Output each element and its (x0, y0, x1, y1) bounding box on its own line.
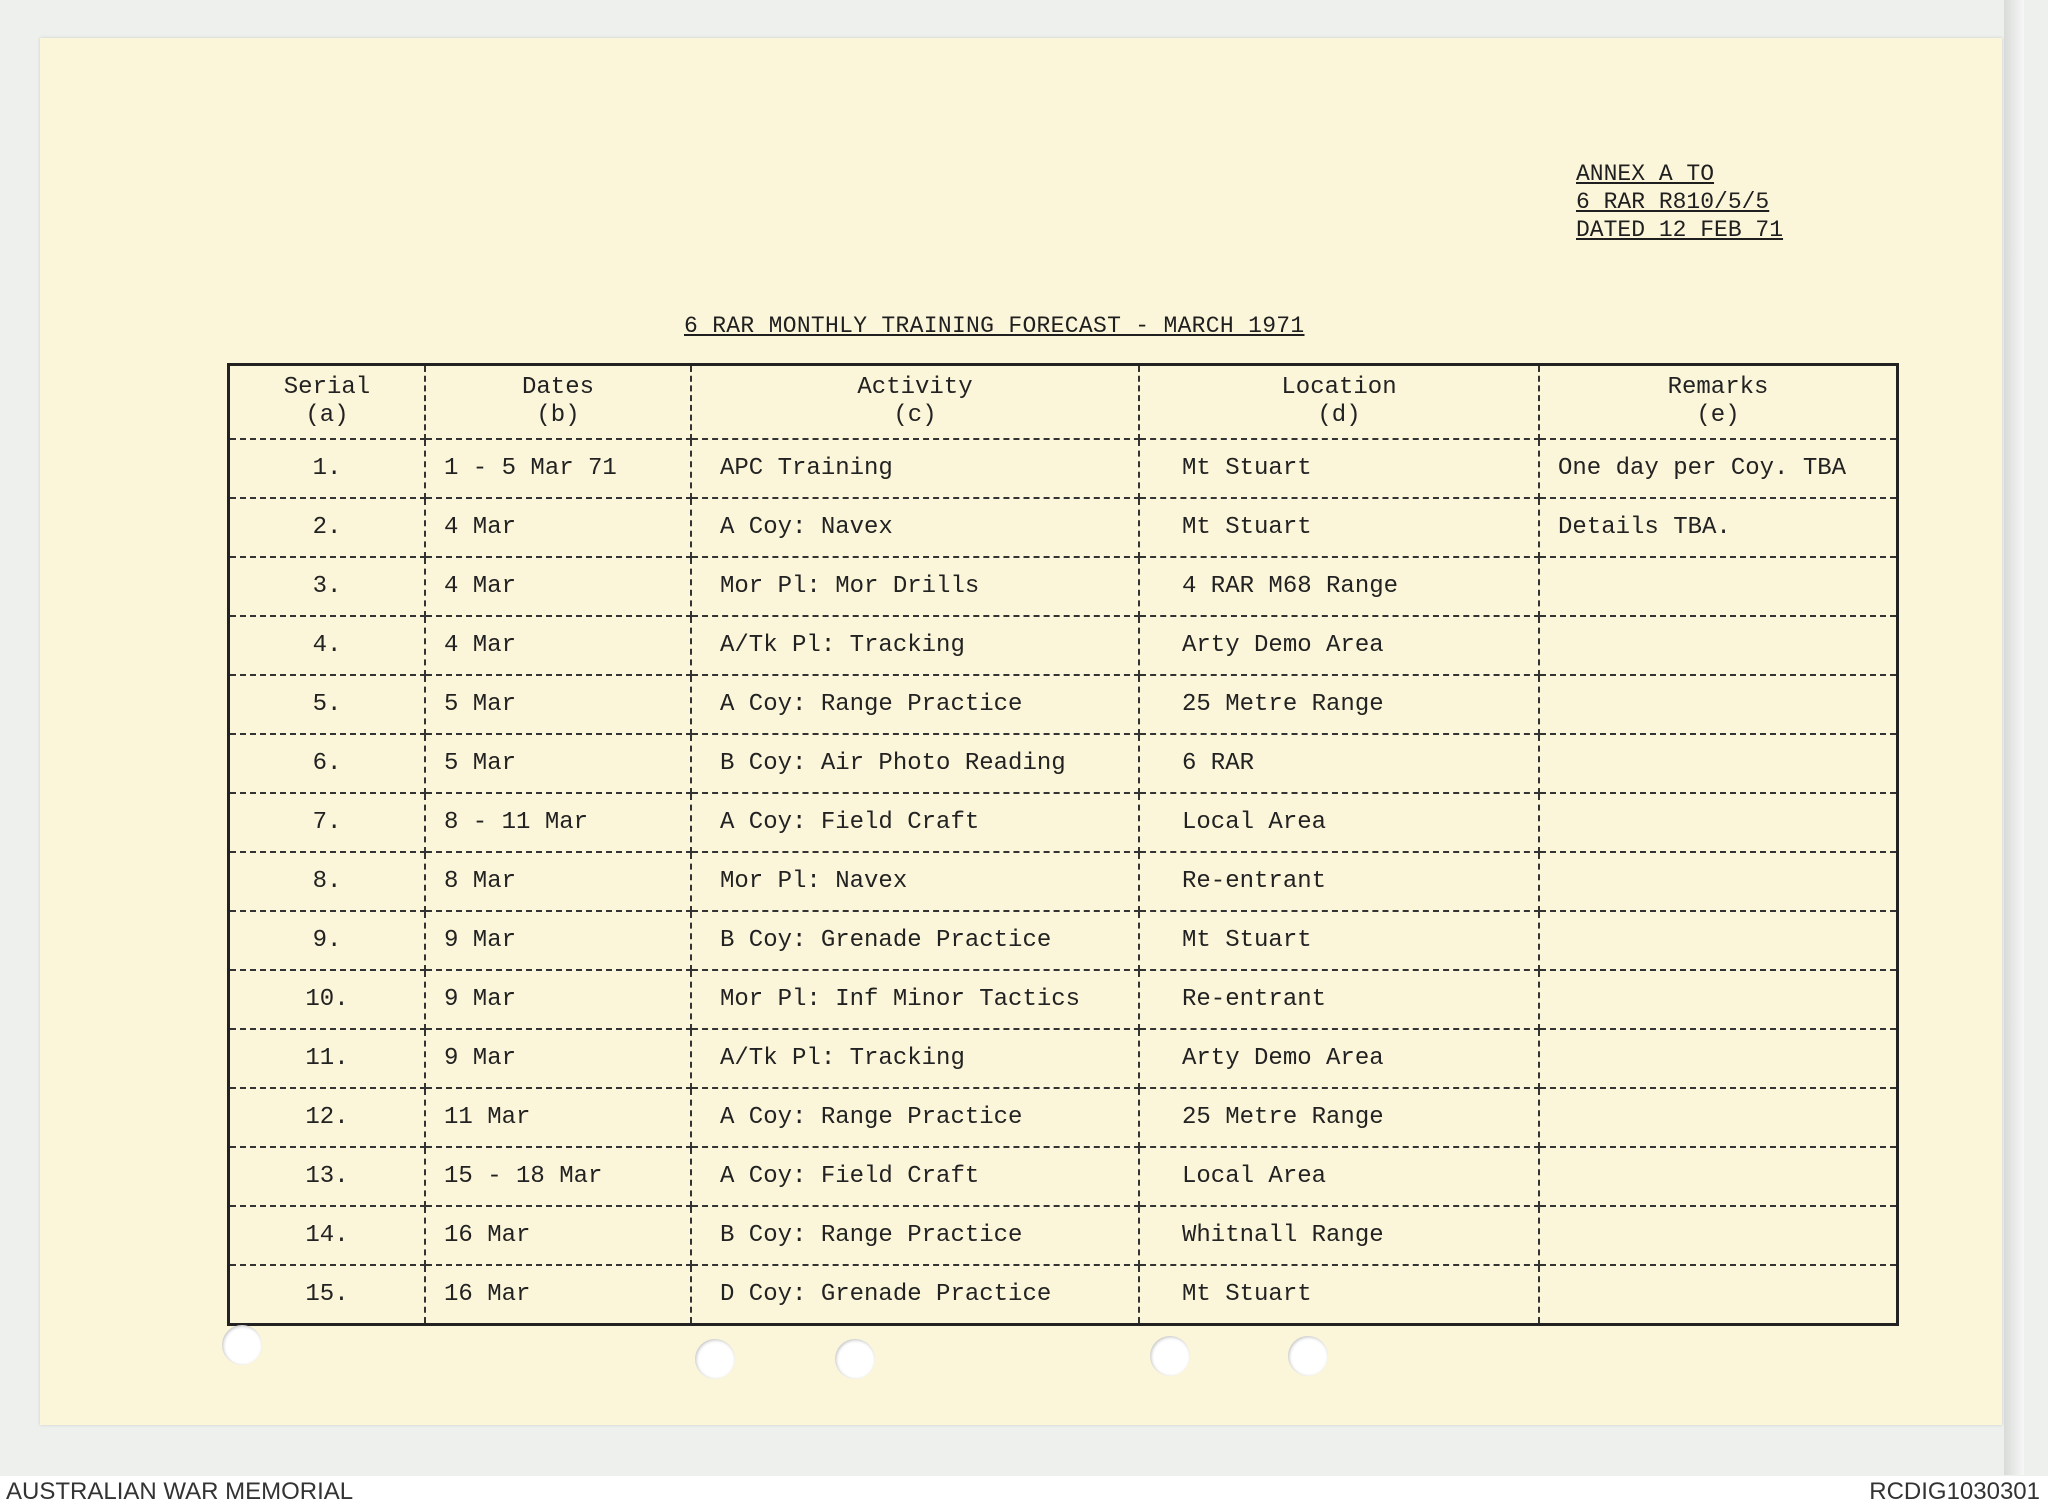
table-row (229, 1206, 1898, 1265)
footer-institution: AUSTRALIAN WAR MEMORIAL (6, 1478, 354, 1505)
page-edge-shadow (2004, 0, 2024, 1475)
cell-remarks (1539, 970, 1898, 1029)
cell-serial: 7. (229, 793, 426, 852)
cell-remarks (1539, 1147, 1898, 1206)
cell-location: 4 RAR M68 Range (1139, 557, 1539, 616)
cell-location: Mt Stuart (1139, 498, 1539, 557)
cell-remarks: One day per Coy. TBA (1539, 439, 1898, 498)
cell-activity: APC Training (691, 439, 1139, 498)
cell-remarks (1539, 616, 1898, 675)
cell-remarks (1539, 1088, 1898, 1147)
table-row (229, 793, 1898, 852)
header-activity (691, 365, 1139, 439)
cell-location: 25 Metre Range (1139, 1088, 1539, 1147)
cell-remarks: Details TBA. (1539, 498, 1898, 557)
cell-dates: 5 Mar (425, 734, 691, 793)
cell-dates: 9 Mar (425, 1029, 691, 1088)
footer-record-id: RCDIG1030301 (1869, 1478, 2040, 1505)
table-row (229, 616, 1898, 675)
cell-activity: A/Tk Pl: Tracking (691, 1029, 1139, 1088)
cell-location: Arty Demo Area (1139, 616, 1539, 675)
cell-activity: A Coy: Navex (691, 498, 1139, 557)
header-code: (c) (893, 402, 937, 429)
punch-hole (1150, 1336, 1190, 1376)
cell-remarks (1539, 911, 1898, 970)
cell-serial: 3. (229, 557, 426, 616)
cell-remarks (1539, 675, 1898, 734)
cell-location: Local Area (1139, 793, 1539, 852)
annex-line-1: ANNEX A TO (1576, 161, 1715, 187)
table-row (229, 734, 1898, 793)
table-row (229, 439, 1898, 498)
header-serial (229, 365, 426, 439)
cell-remarks (1539, 1029, 1898, 1088)
cell-dates: 9 Mar (425, 911, 691, 970)
header-label: Dates (521, 374, 594, 401)
cell-dates: 9 Mar (425, 970, 691, 1029)
cell-dates: 4 Mar (425, 616, 691, 675)
cell-dates: 4 Mar (425, 498, 691, 557)
table-row (229, 1265, 1898, 1325)
cell-activity: A Coy: Range Practice (691, 1088, 1139, 1147)
cell-dates: 8 Mar (425, 852, 691, 911)
table-row (229, 498, 1898, 557)
cell-serial: 10. (229, 970, 426, 1029)
cell-serial: 14. (229, 1206, 426, 1265)
cell-activity: A Coy: Range Practice (691, 675, 1139, 734)
training-forecast-table (227, 363, 1899, 1326)
cell-remarks (1539, 734, 1898, 793)
cell-serial: 4. (229, 616, 426, 675)
cell-dates: 4 Mar (425, 557, 691, 616)
cell-remarks (1539, 852, 1898, 911)
header-label: Serial (283, 374, 371, 401)
header-location (1139, 365, 1539, 439)
cell-activity: Mor Pl: Mor Drills (691, 557, 1139, 616)
header-code: (b) (536, 402, 580, 429)
header-code: (d) (1317, 402, 1361, 429)
header-code: (a) (305, 402, 349, 429)
header-label: Activity (857, 374, 973, 401)
annex-line-2: 6 RAR R810/5/5 (1576, 189, 1770, 215)
punch-hole (1288, 1336, 1328, 1376)
header-dates (425, 365, 691, 439)
punch-hole (695, 1339, 735, 1379)
cell-location: Mt Stuart (1139, 1265, 1539, 1325)
table-row (229, 1029, 1898, 1088)
cell-activity: B Coy: Grenade Practice (691, 911, 1139, 970)
cell-serial: 12. (229, 1088, 426, 1147)
cell-location: Re-entrant (1139, 970, 1539, 1029)
cell-serial: 11. (229, 1029, 426, 1088)
table-row (229, 1088, 1898, 1147)
cell-dates: 5 Mar (425, 675, 691, 734)
header-remarks (1539, 365, 1898, 439)
table-header-row (229, 365, 1898, 439)
cell-activity: B Coy: Air Photo Reading (691, 734, 1139, 793)
cell-activity: A/Tk Pl: Tracking (691, 616, 1139, 675)
table-row (229, 911, 1898, 970)
cell-location: 6 RAR (1139, 734, 1539, 793)
cell-serial: 1. (229, 439, 426, 498)
cell-dates: 15 - 18 Mar (425, 1147, 691, 1206)
cell-dates: 1 - 5 Mar 71 (425, 439, 691, 498)
cell-serial: 13. (229, 1147, 426, 1206)
cell-activity: D Coy: Grenade Practice (691, 1265, 1139, 1325)
table-body (229, 439, 1898, 1325)
cell-activity: B Coy: Range Practice (691, 1206, 1139, 1265)
annex-line-3: DATED 12 FEB 71 (1576, 217, 1784, 243)
header-label: Remarks (1667, 374, 1769, 401)
cell-dates: 16 Mar (425, 1265, 691, 1325)
cell-activity: A Coy: Field Craft (691, 1147, 1139, 1206)
cell-location: Mt Stuart (1139, 439, 1539, 498)
table-row (229, 852, 1898, 911)
cell-dates: 11 Mar (425, 1088, 691, 1147)
punch-hole (222, 1325, 262, 1365)
archive-footer (0, 1476, 2048, 1508)
cell-location: Re-entrant (1139, 852, 1539, 911)
header-label: Location (1281, 374, 1397, 401)
table-row (229, 970, 1898, 1029)
cell-dates: 8 - 11 Mar (425, 793, 691, 852)
table-row (229, 557, 1898, 616)
cell-location: Whitnall Range (1139, 1206, 1539, 1265)
cell-activity: Mor Pl: Inf Minor Tactics (691, 970, 1139, 1029)
cell-location: Arty Demo Area (1139, 1029, 1539, 1088)
cell-serial: 9. (229, 911, 426, 970)
annex-reference (1576, 160, 1783, 244)
cell-remarks (1539, 557, 1898, 616)
cell-location: Local Area (1139, 1147, 1539, 1206)
cell-activity: Mor Pl: Navex (691, 852, 1139, 911)
cell-location: Mt Stuart (1139, 911, 1539, 970)
punch-hole (835, 1339, 875, 1379)
cell-serial: 5. (229, 675, 426, 734)
cell-serial: 8. (229, 852, 426, 911)
cell-serial: 6. (229, 734, 426, 793)
cell-remarks (1539, 1265, 1898, 1325)
cell-dates: 16 Mar (425, 1206, 691, 1265)
cell-remarks (1539, 793, 1898, 852)
table-row (229, 675, 1898, 734)
header-code: (e) (1696, 402, 1740, 429)
cell-serial: 2. (229, 498, 426, 557)
cell-remarks (1539, 1206, 1898, 1265)
cell-activity: A Coy: Field Craft (691, 793, 1139, 852)
cell-location: 25 Metre Range (1139, 675, 1539, 734)
table-row (229, 1147, 1898, 1206)
document-title: 6 RAR MONTHLY TRAINING FORECAST - MARCH 1971 (684, 313, 1305, 339)
cell-serial: 15. (229, 1265, 426, 1325)
